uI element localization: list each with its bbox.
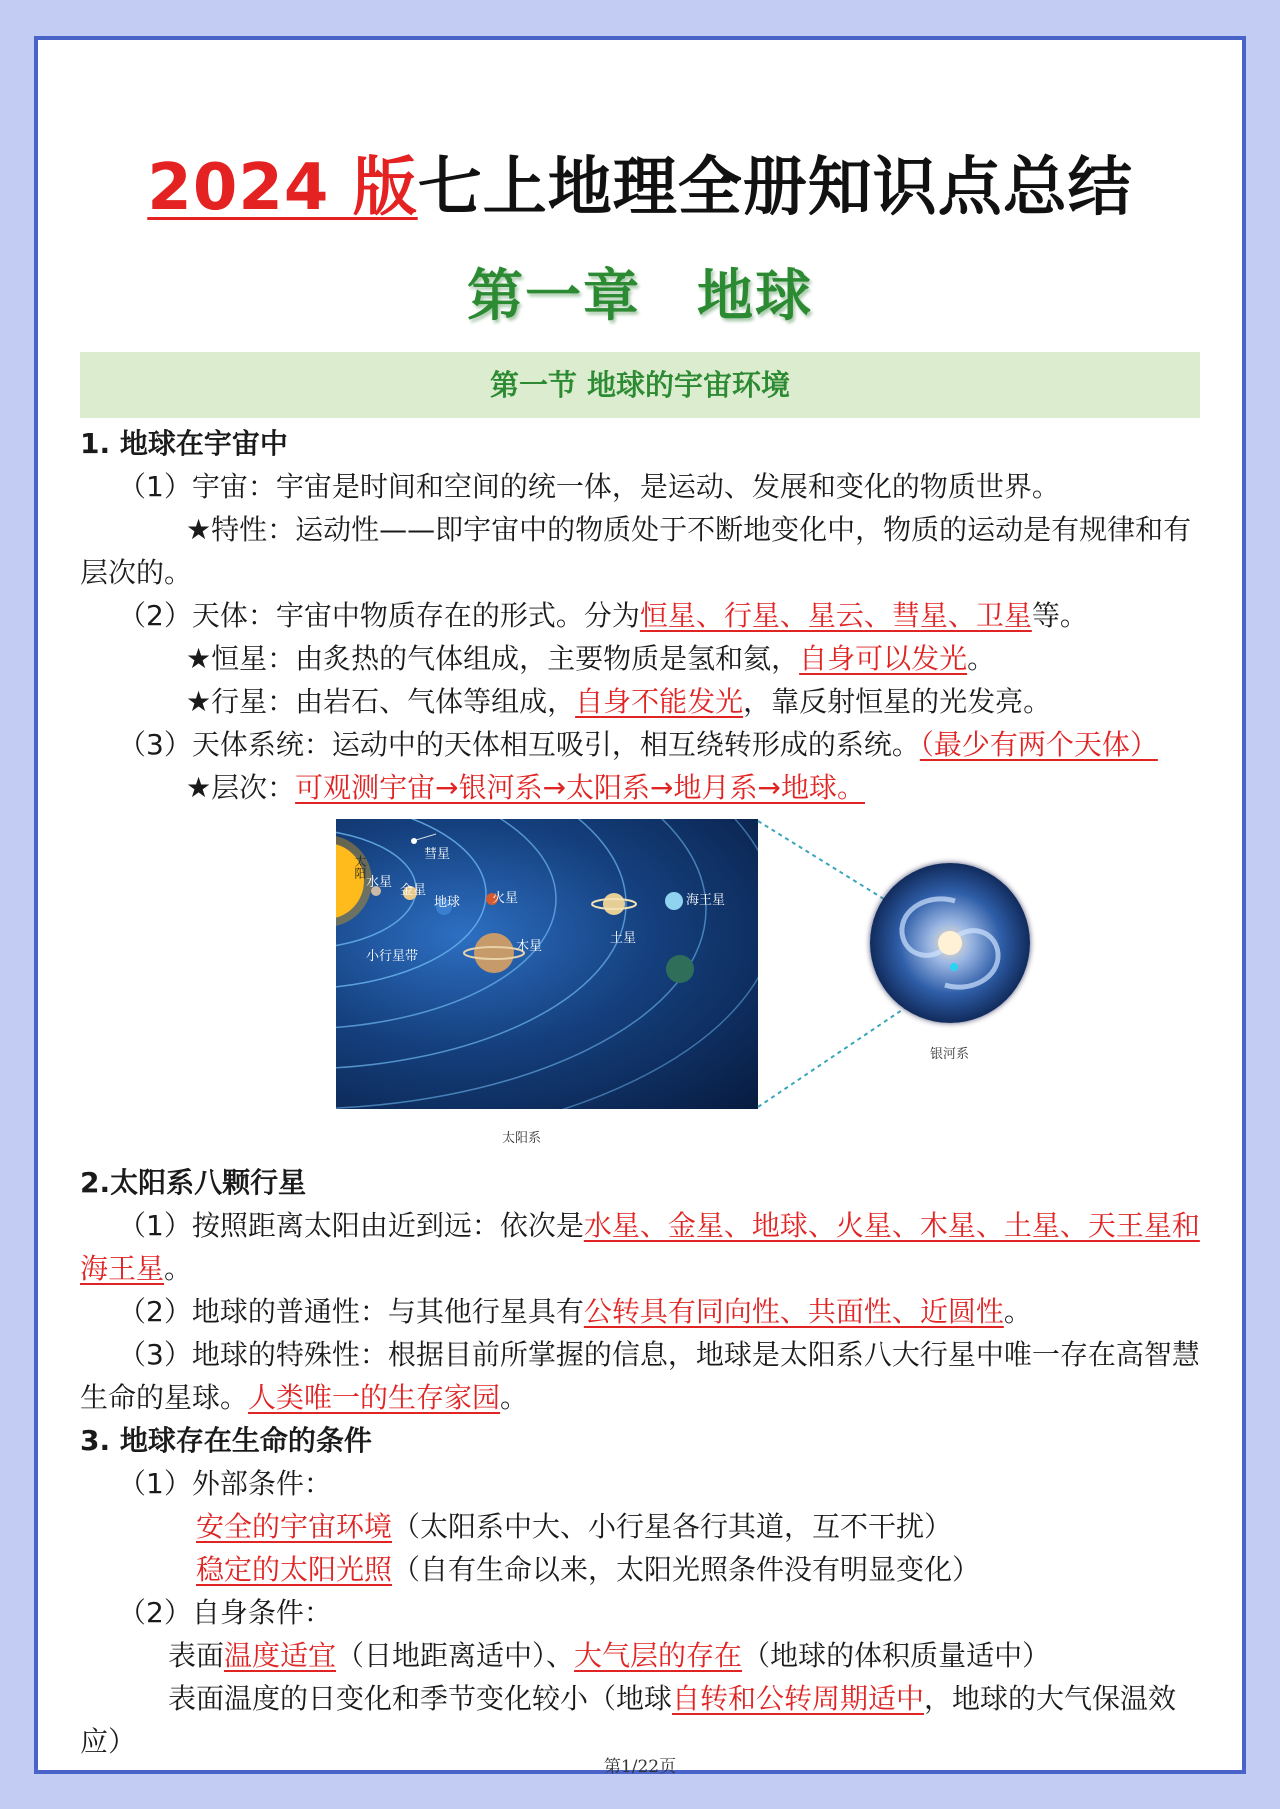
para-temperature: 表面温度适宜（日地距离适中）、大气层的存在（地球的体积质量适中）	[168, 1639, 1051, 1672]
para-temperature-variation: 表面温度的日变化和季节变化较小（地球自转和公转周期适中，地球的大气保温效应）	[80, 1682, 1177, 1758]
label-saturn: 土星	[610, 931, 637, 946]
para-planet: ★行星：由岩石、气体等组成，自身不能发光，靠反射恒星的光发亮。	[186, 685, 1052, 718]
page-number: 第1/22页	[603, 1757, 677, 1777]
label-comet: 彗星	[424, 847, 451, 862]
heading-1: 1. 地球在宇宙中	[80, 427, 288, 460]
solar-system-caption: 太阳系	[502, 1131, 542, 1146]
para-universe: （1）宇宙：宇宙是时间和空间的统一体，是运动、发展和变化的物质世界。	[118, 470, 1060, 503]
milky-way-caption: 银河系	[930, 1047, 970, 1062]
para-star: ★恒星：由炙热的气体组成，主要物质是氢和氦，自身可以发光。	[186, 642, 996, 675]
para-system: （3）天体系统：运动中的天体相互吸引，相互绕转形成的系统。（最少有两个天体）	[118, 728, 1158, 761]
label-neptune: 海王星	[686, 893, 726, 908]
chapter-name: 地球	[697, 264, 813, 329]
chapter-title	[80, 262, 1200, 332]
para-universe-feature: ★特性：运动性——即宇宙中的物质处于不断地变化中，物质的运动是有规律和有层次的。	[80, 513, 1192, 589]
label-mars: 火星	[492, 891, 519, 906]
para-stable-sunlight: 稳定的太阳光照（自有生命以来，太阳光照条件没有明显变化）	[196, 1553, 981, 1586]
para-earth-uniqueness: （3）地球的特殊性：根据目前所掌握的信息，地球是太阳系八大行星中唯一存在高智慧生命的星球。人类唯一的生存家园。	[80, 1338, 1200, 1414]
label-mercury: 水星	[366, 875, 393, 890]
heading-3: 3. 地球存在生命的条件	[80, 1424, 372, 1457]
label-sun: 太阳	[353, 855, 367, 879]
chapter-number: 第一章	[467, 264, 641, 329]
para-planet-order: （1）按照距离太阳由近到远：依次是水星、金星、地球、火星、木星、土星、天王星和海王星。	[80, 1209, 1200, 1285]
para-self-conditions: （2）自身条件：	[118, 1596, 332, 1629]
section-title: 第一节 地球的宇宙环境	[80, 352, 1200, 418]
para-safe-environment: 安全的宇宙环境（太阳系中大、小行星各行其道，互不干扰）	[196, 1510, 953, 1543]
para-earth-commonality: （2）地球的普通性：与其他行星具有公转具有同向性、共面性、近圆性。	[118, 1295, 1032, 1328]
label-jupiter: 木星	[516, 939, 543, 954]
title-year: 2024 版	[147, 151, 418, 225]
milky-way-image	[870, 863, 1030, 1023]
connector-lines	[80, 819, 1208, 1157]
heading-2: 2.太阳系八颗行星	[80, 1166, 307, 1199]
solar-galaxy-figure	[80, 819, 1200, 1157]
label-venus: 金星	[400, 883, 427, 898]
para-external-conditions: （1）外部条件：	[118, 1467, 332, 1500]
label-asteroid-belt: 小行星带	[366, 949, 419, 964]
para-celestial-body: （2）天体：宇宙中物质存在的形式。分为恒星、行星、星云、彗星、卫星等。	[118, 599, 1088, 632]
content	[80, 422, 1200, 1763]
main-title	[80, 148, 1200, 228]
label-earth: 地球	[434, 895, 461, 910]
document-page	[34, 36, 1246, 1777]
para-levels: ★层次：可观测宇宙→银河系→太阳系→地月系→地球。	[186, 771, 865, 804]
title-text: 七上地理全册知识点总结	[417, 151, 1133, 225]
